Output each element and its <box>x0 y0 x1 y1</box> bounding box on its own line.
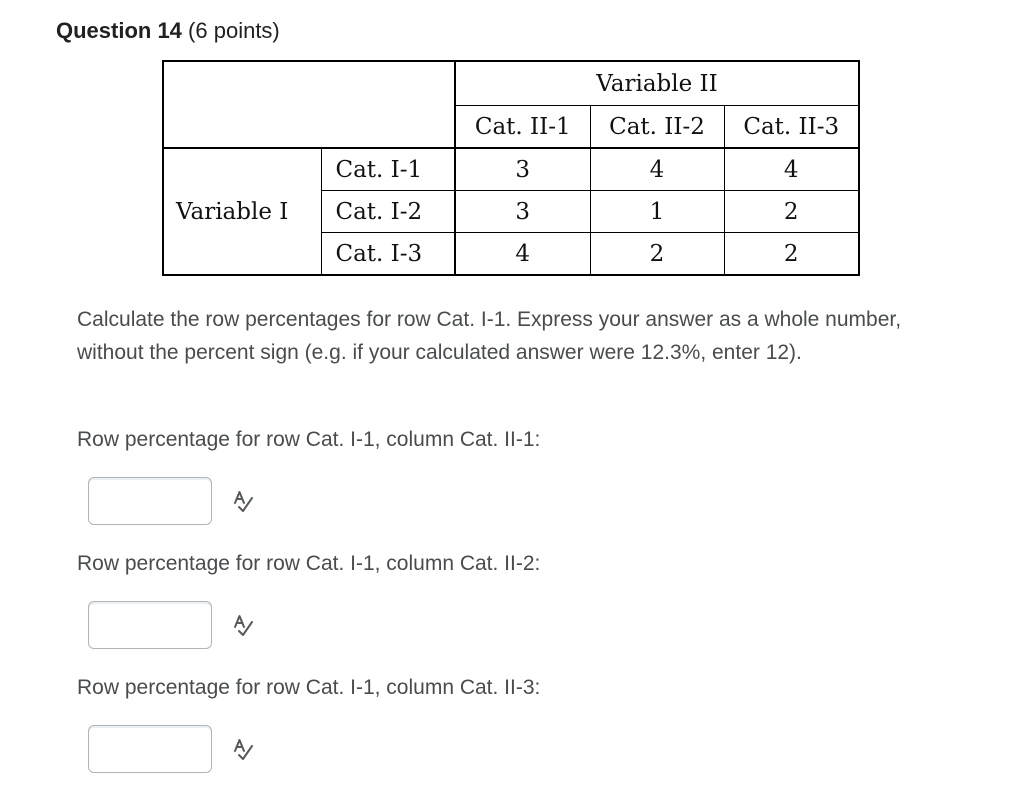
column-variable-header: Variable II <box>455 61 859 106</box>
table-corner-cell <box>163 61 455 148</box>
row-header-cat-i-1: Cat. I-1 <box>321 148 455 191</box>
row-header-cat-i-3: Cat. I-3 <box>321 233 455 276</box>
column-header-cat-ii-3: Cat. II-3 <box>724 106 859 149</box>
spellcheck-icon[interactable] <box>230 612 256 638</box>
prompt-label-cat-ii-2: Row percentage for row Cat. I-1, column Cat. II-2: <box>77 552 541 575</box>
contingency-table <box>162 60 860 276</box>
answer-input-cat-ii-2[interactable] <box>88 601 212 649</box>
cell-i1-ii2: 4 <box>590 148 724 191</box>
table-row <box>163 148 859 191</box>
column-header-cat-ii-1: Cat. II-1 <box>455 106 590 149</box>
question-instructions: Calculate the row percentages for row Cat. I-1. Express your answer as a whole number, without the percent sign (e.g. if your calculated answer were 12.3%, enter 12). <box>77 308 902 364</box>
cell-i3-ii3: 2 <box>724 233 859 276</box>
cell-i2-ii2: 1 <box>590 191 724 233</box>
answer-input-cat-ii-3[interactable] <box>88 725 212 773</box>
prompt-label-cat-ii-3: Row percentage for row Cat. I-1, column Cat. II-3: <box>77 676 541 699</box>
row-header-cat-i-2: Cat. I-2 <box>321 191 455 233</box>
cell-i3-ii1: 4 <box>455 233 590 276</box>
cell-i2-ii3: 2 <box>724 191 859 233</box>
prompt-label-cat-ii-1: Row percentage for row Cat. I-1, column Cat. II-1: <box>77 428 541 451</box>
spellcheck-icon[interactable] <box>230 488 256 514</box>
column-header-cat-ii-2: Cat. II-2 <box>590 106 724 149</box>
cell-i2-ii1: 3 <box>455 191 590 233</box>
answer-input-cat-ii-1[interactable] <box>88 477 212 525</box>
question-title: Question 14 <box>56 18 182 43</box>
question-points: (6 points) <box>188 18 280 43</box>
row-variable-header: Variable I <box>163 148 321 275</box>
cell-i3-ii2: 2 <box>590 233 724 276</box>
cell-i1-ii1: 3 <box>455 148 590 191</box>
question-header <box>56 18 280 44</box>
spellcheck-icon[interactable] <box>230 736 256 762</box>
cell-i1-ii3: 4 <box>724 148 859 191</box>
